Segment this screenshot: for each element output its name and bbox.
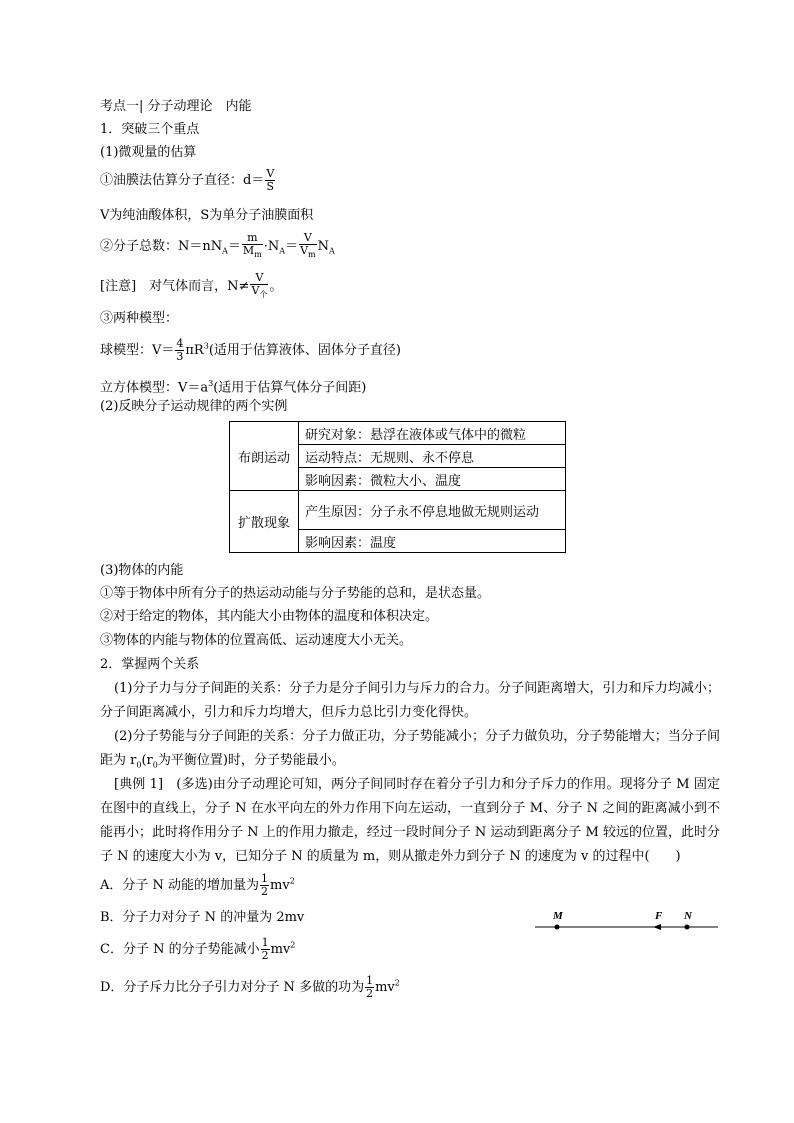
label-m: M [553, 910, 563, 922]
motion-table [229, 421, 566, 553]
fraction: $\frac{1}{2}$ [261, 872, 269, 898]
subheading-estimation: (1)微观量的估算 [100, 145, 197, 160]
volume-note: V为纯油酸体积，S为单分子油膜面积 [100, 208, 314, 223]
label-f: F [655, 910, 663, 922]
example-question: [典例 1] (多选)由分子动理论可知，两分子间同时存在着分子引力和分子斥力的作用。现将分子 M 固定在图中的直线上，分子 N 在水平向左的外力作用下向左运动，一直到分子 M、分子 N 之间的距离减小到不能再小；此时将作用分子 N 上的作用力撤走，经过一段时间分子 N 运动到距离分子 M 较远的位置，此时分子 N 的速度大小为 v，已知分子 N 的质量为 m，则从撤走外力到分子 N 的速度为 v 的过程中( ) [100, 777, 720, 864]
diameter-formula: ①油膜法估算分子直径：d＝ $\frac{V}{S}$ [100, 167, 275, 193]
option-b: B．分子力对分子 N 的冲量为 2mv [100, 910, 305, 925]
fraction: $\frac{V}{V_个}$ [251, 271, 268, 300]
fraction: $\frac{1}{2}$ [366, 974, 374, 1000]
fraction: $\frac{V}{S}$ [266, 167, 275, 193]
table-cell: 研究对象：悬浮在液体或气体中的微粒 [299, 422, 566, 445]
label-n: N [684, 910, 692, 922]
table-cell: 运动特点：无规则、永不停息 [299, 445, 566, 468]
fraction: $\frac{4}{3}$ [176, 337, 184, 363]
sphere-model: 球模型：V＝ $\frac{4}{3}$ $\pi R^3$(适用于估算液体、固体分子直径) [100, 337, 401, 363]
table-cell: 影响因素：温度 [299, 530, 566, 553]
brownian-label: 布朗运动 [230, 422, 299, 491]
molecule-m-dot [555, 925, 560, 930]
force-arrow-icon [653, 924, 661, 930]
caution-note: [注意] 对气体而言，N≠ $\frac{V}{V_个}$ 。 [100, 271, 283, 300]
fraction: $\frac{m}{M_m}$ [242, 231, 262, 260]
relation-2: (2)分子势能与分子间距的关系：分子力做正功，分子势能减小；分子力做负功，分子势能增大；当分子间距为 $r_0(r_0$为平衡位置)时，分子势能最小。 [100, 729, 720, 770]
energy-item-2: ②对于给定的物体，其内能大小由物体的温度和体积决定。 [100, 609, 439, 624]
option-d: D．分子斥力比分子引力对分子 N 多做的功为 $\frac{1}{2}$ $mv^2$ [100, 974, 400, 1000]
subheading-two-examples: (2)反映分子运动规律的两个实例 [100, 399, 288, 414]
subheading-internal-energy: (3)物体的内能 [100, 563, 184, 578]
option-c: C．分子 N 的分子势能减小 $\frac{1}{2}$ $mv^2$ [100, 936, 296, 962]
point-1-heading: 1．突破三个重点 [100, 122, 200, 137]
molecule-n-dot [685, 925, 690, 930]
table-cell: 影响因素：微粒大小、温度 [299, 468, 566, 491]
fraction: $\frac{1}{2}$ [261, 936, 269, 962]
section-title: 考点一| 分子动理论 内能 [100, 99, 252, 114]
table-cell: 产生原因：分子永不停息地做无规则运动 [299, 491, 566, 530]
point-2-heading: 2．掌握两个关系 [100, 657, 200, 672]
energy-item-3: ③物体的内能与物体的位置高低、运动速度大小无关。 [100, 633, 413, 648]
cube-model: 立方体模型：$V=a^3$(适用于估算气体分子间距) [100, 379, 367, 396]
total-molecules-formula: ②分子总数：$N=nN_A=$ $\frac{m}{M_m}$ $\cdot N_A=$ $\frac{V}{V_m}$ $N_A$ [100, 231, 335, 260]
models-title: ③两种模型： [100, 311, 179, 326]
relation-1: (1)分子力与分子间距的关系：分子力是分子间引力与斥力的合力。分子间距离增大，引力和斥力均减小；分子间距离减小，引力和斥力均增大，但斥力总比引力变化得快。 [100, 681, 720, 720]
fraction: $\frac{V}{V_m}$ [300, 231, 316, 260]
molecule-diagram [535, 905, 720, 935]
option-a: A．分子 N 动能的增加量为 $\frac{1}{2}$ $mv^2$ [100, 872, 295, 898]
diffusion-label: 扩散现象 [230, 491, 299, 553]
energy-item-1: ①等于物体中所有分子的热运动动能与分子势能的总和，是状态量。 [100, 586, 491, 601]
